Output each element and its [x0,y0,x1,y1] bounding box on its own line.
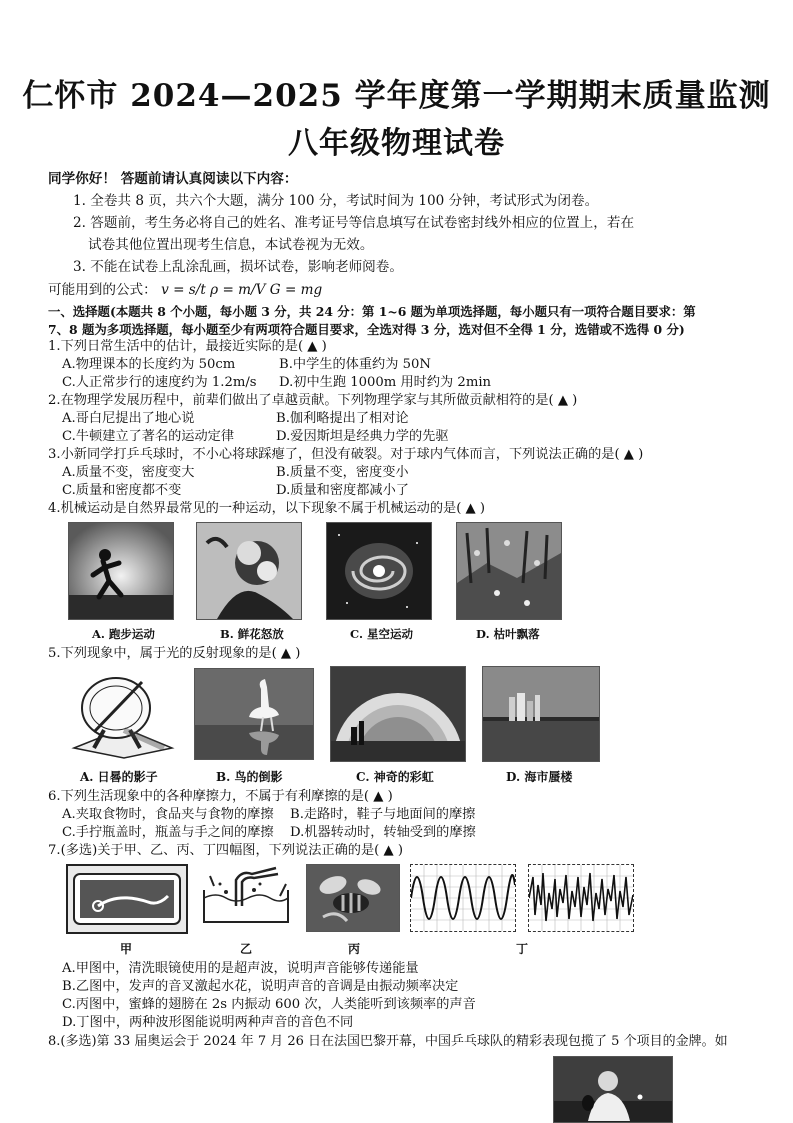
q3-option-b: B.质量不变，密度变小 [276,465,409,480]
waveform-graph-right-icon [528,864,634,932]
exam-title: 仁怀市 2024—2025 学年度第一学期期末质量监测 [22,78,771,114]
section1-heading-line2: 7、8 题为多项选择题，每小题至少有两项符合题目要求，全选对得 3 分，选对但不全得 1 分，选错或不选得 0 分) [48,322,685,337]
q2-option-a: A.哥白尼提出了地心说 [62,411,195,426]
q7-option-a: A.甲图中，清洗眼镜使用的是超声波，说明声音能够传递能量 [62,961,419,976]
q2-option-b: B.伽利略提出了相对论 [276,411,409,426]
q7-fig-label-ding: 丁 [516,942,529,956]
runner-photo-icon [68,522,174,620]
q6-option-c: C.手拧瓶盖时，瓶盖与手之间的摩擦 [62,825,274,840]
q4-caption-d: D. 枯叶飘落 [476,627,540,641]
formula-text: v = s/t ρ = m/V G = mg [161,282,323,298]
q1-option-d: D.初中生跑 1000m 用时约为 2min [279,375,492,390]
instruction-1: 1. 全卷共 8 页，共六个大题，满分 100 分，考试时间为 100 分钟，考试形式为闭卷。 [73,193,599,209]
galaxy-photo-icon [326,522,432,620]
bee-photo-icon [306,864,400,932]
table-tennis-player-photo-icon [553,1056,673,1123]
flower-photo-icon [196,522,302,620]
q7-option-d: D.丁图中，两种波形图能说明两种声音的音色不同 [62,1015,354,1030]
q7-option-b: B.乙图中，发声的音叉激起水花，说明声音的音调是由振动频率决定 [62,979,459,994]
tuning-fork-water-icon [196,866,296,928]
q6-option-d: D.机器转动时，转轴受到的摩擦 [290,825,476,840]
q5-caption-b: B. 鸟的倒影 [216,770,283,784]
falling-leaves-photo-icon [456,522,562,620]
formula-label: 可能用到的公式： [48,282,157,298]
sundial-drawing-icon [64,668,178,760]
q7-fig-label-yi: 乙 [240,942,253,956]
mirage-photo-icon [482,666,600,762]
instruction-3: 3. 不能在试卷上乱涂乱画，损坏试卷，影响老师阅卷。 [73,259,403,275]
q7-option-c: C.丙图中，蜜蜂的翅膀在 2s 内振动 600 次，人类能听到该频率的声音 [62,997,476,1012]
formula-line [48,281,322,299]
q6-stem: 6.下列生活现象中的各种摩擦力，不属于有利摩擦的是( ▲ ) [48,789,393,804]
instruction-2-cont: 试卷其他位置出现考生信息，本试卷视为无效。 [88,237,374,253]
q5-caption-a: A. 日晷的影子 [80,770,158,784]
q5-caption-c: C. 神奇的彩虹 [356,770,434,784]
q1-option-a: A.物理课本的长度约为 50cm [62,357,236,372]
q1-option-b: B.中学生的体重约为 50N [279,357,431,372]
q4-stem: 4.机械运动是自然界最常见的一种运动，以下现象不属于机械运动的是( ▲ ) [48,501,486,516]
instructions-heading: 同学你好！ 答题前请认真阅读以下内容： [48,171,298,187]
q3-option-a: A.质量不变，密度变大 [62,465,195,480]
instruction-2: 2. 答题前，考生务必将自己的姓名、准考证号等信息填写在试卷密封线外相应的位置上，若在 [73,215,635,231]
ultrasonic-cleaner-icon [66,864,188,934]
q3-option-d: D.质量和密度都减小了 [276,483,409,498]
section1-heading-line1: 一、选择题(本题共 8 个小题，每小题 3 分，共 24 分：第 1~6 题为单项选择题，每小题只有一项符合题目要求：第 [48,304,696,319]
q4-caption-c: C. 星空运动 [350,627,413,641]
q7-fig-label-bing: 丙 [348,942,361,956]
q1-stem: 1.下列日常生活中的估计，最接近实际的是( ▲ ) [48,339,327,354]
q2-stem: 2.在物理学发展历程中，前辈们做出了卓越贡献。下列物理学家与其所做贡献相符的是( ▲ ) [48,393,578,408]
q4-caption-a: A. 跑步运动 [92,627,155,641]
q6-option-b: B.走路时，鞋子与地面间的摩擦 [290,807,476,822]
q4-caption-b: B. 鲜花怒放 [220,627,284,641]
q6-option-a: A.夹取食物时，食品夹与食物的摩擦 [62,807,274,822]
q2-option-c: C.牛顿建立了著名的运动定律 [62,429,235,444]
exam-subtitle: 八年级物理试卷 [288,126,505,161]
bird-reflection-photo-icon [194,668,314,760]
q8-stem: 8.(多选)第 33 届奥运会于 2024 年 7 月 26 日在法国巴黎开幕，中国乒乓球队的精彩表现包揽了 5 个项目的金牌。如 [48,1034,728,1049]
rainbow-photo-icon [330,666,466,762]
q2-option-d: D.爱因斯坦是经典力学的先驱 [276,429,449,444]
q3-option-c: C.质量和密度都不变 [62,483,182,498]
q5-stem: 5.下列现象中，属于光的反射现象的是( ▲ ) [48,646,301,661]
q1-option-c: C.人正常步行的速度约为 1.2m/s [62,375,257,390]
q7-stem: 7.(多选)关于甲、乙、丙、丁四幅图，下列说法正确的是( ▲ ) [48,843,403,858]
q3-stem: 3.小新同学打乒乓球时，不小心将球踩瘪了，但没有破裂。对于球内气体而言，下列说法正确的是( ▲ ) [48,447,644,462]
waveform-graph-left-icon [410,864,516,932]
q5-caption-d: D. 海市蜃楼 [506,770,573,784]
q7-fig-label-jia: 甲 [120,942,133,956]
